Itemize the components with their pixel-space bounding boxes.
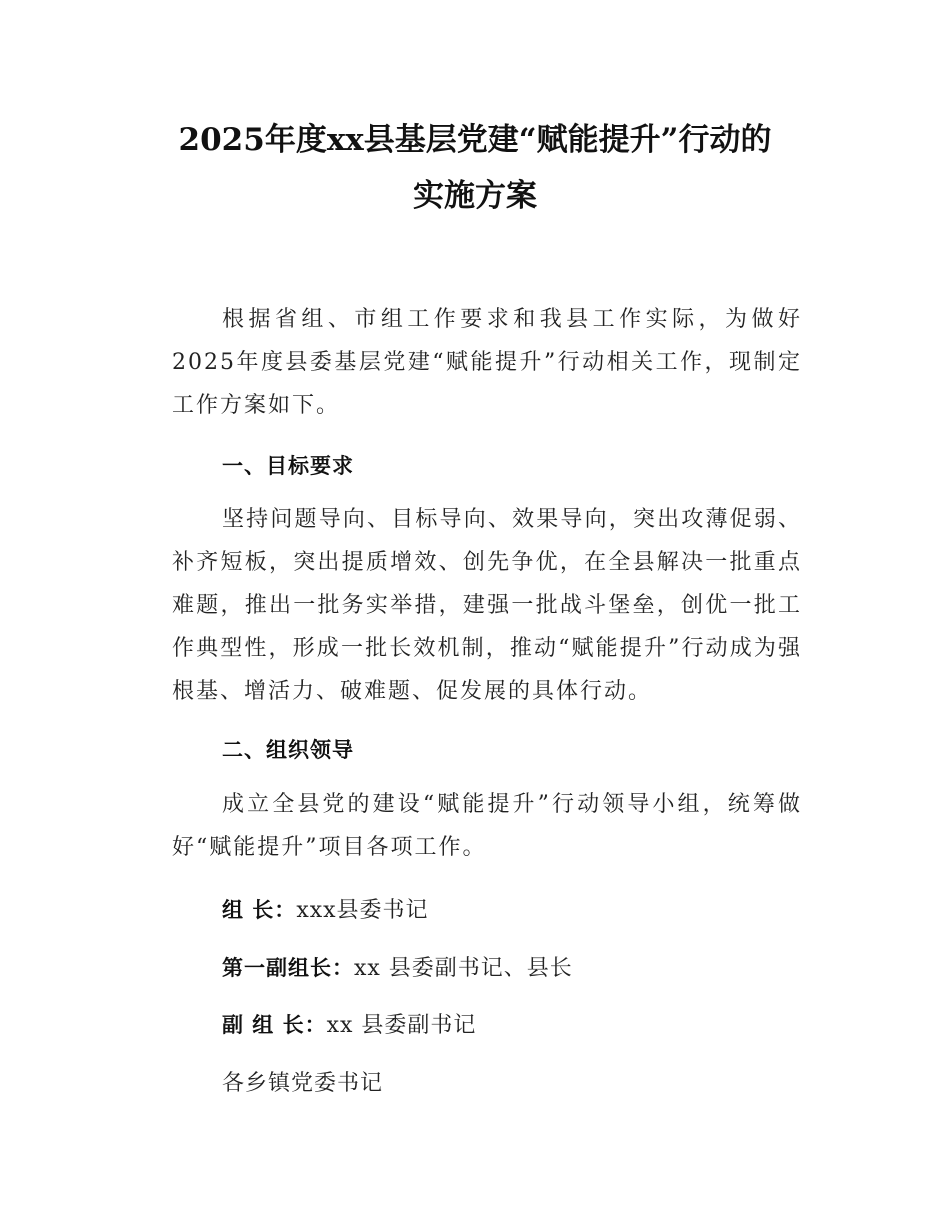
member-role-label: 组 长： [222, 898, 297, 922]
member-role-label: 副 组 长： [222, 1013, 327, 1037]
document-title-line-1: 2025年度xx县基层党建“赋能提升”行动的 [178, 122, 772, 158]
section-2-body-block [172, 783, 802, 869]
intro-paragraph-block [172, 298, 802, 427]
section-2-paragraph: 成立全县党的建设“赋能提升”行动领导小组，统筹做好“赋能提升”项目各项工作。 [172, 792, 802, 860]
member-row-leader [222, 893, 429, 924]
document-title-line-2: 实施方案 [413, 178, 537, 214]
member-row-extra: 各乡镇党委书记 [222, 1071, 384, 1096]
section-1-body-block [172, 498, 802, 713]
member-role-label: 第一副组长： [222, 956, 354, 980]
section-1-heading: 一、目标要求 [222, 454, 354, 478]
intro-paragraph: 根据省组、市组工作要求和我县工作实际，为做好2025年度县委基层党建“赋能提升”行动相关工作，现制定工作方案如下。 [172, 307, 802, 418]
member-value: xxx县委书记 [296, 898, 429, 923]
member-value: xx 县委副书记 [326, 1013, 477, 1038]
section-2-heading: 二、组织领导 [222, 738, 354, 762]
member-value: xx 县委副书记、县长 [354, 956, 573, 981]
section-1-paragraph: 坚持问题导向、目标导向、效果导向，突出攻薄促弱、补齐短板，突出提质增效、创先争优，在全县解决一批重点难题，推出一批务实举措，建强一批战斗堡垒，创优一批工作典型性，形成一批长效机制，推动“赋能提升”行动成为强根基、增活力、破难题、促发展的具体行动。 [172, 507, 802, 704]
member-row-deputy [222, 1008, 476, 1039]
member-row-first-deputy [222, 951, 573, 982]
